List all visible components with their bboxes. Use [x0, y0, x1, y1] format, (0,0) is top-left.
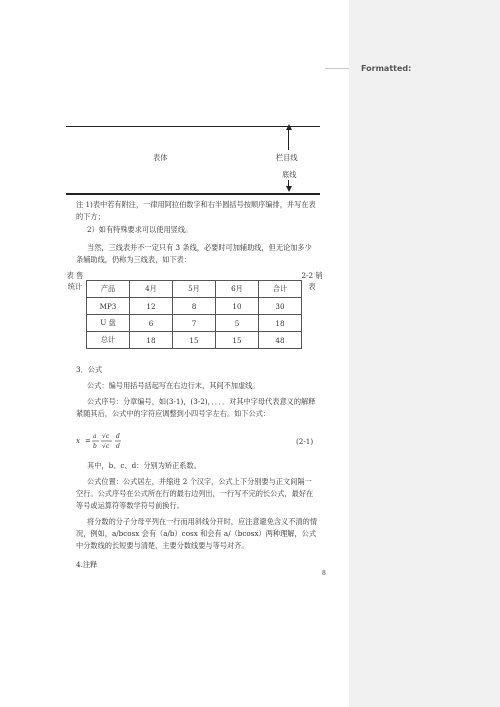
svg-text:√c: √c [102, 443, 110, 450]
header-cell: 4月 [130, 281, 173, 298]
arrow-down-icon [286, 186, 292, 192]
formula-number: (2-1) [296, 437, 314, 446]
comment-panel [349, 0, 500, 707]
bottom-rule [66, 193, 320, 195]
comment-connector-line [325, 68, 349, 69]
page-number: 8 [322, 570, 326, 577]
section-4-heading: 4.注释 [76, 560, 98, 569]
table-caption-left: 表 售统计 [66, 271, 84, 291]
table-row [87, 332, 302, 349]
table-cell: 8 [173, 298, 216, 315]
diagram-label-column-line: 栏目线 [276, 153, 298, 162]
table-header-row [87, 281, 302, 298]
table-cell: 12 [130, 298, 173, 315]
header-cell: 5月 [173, 281, 216, 298]
column-line-arrow-shaft [288, 128, 289, 150]
svg-text:d: d [116, 443, 120, 450]
arrow-up-icon [286, 124, 292, 130]
svg-text:d: d [116, 433, 120, 440]
table-cell: MP3 [87, 298, 130, 315]
paragraph-three-line: 当然，三线表并不一定只有 3 条线，必要时可加辅助线，但无论加多少条辅助线，仍称为三线表，如下表： [76, 243, 312, 264]
svg-text:b: b [93, 443, 97, 450]
svg-text:a: a [93, 433, 97, 440]
table-cell: 7 [173, 315, 216, 332]
formula-expression [76, 430, 136, 454]
svg-text:=: = [85, 437, 91, 445]
note-1: 注 1)表中若有附注，一律用阿拉伯数字和右半圆括号按顺序编排，并写在表的下方； [76, 200, 316, 221]
header-cell: 产品 [87, 281, 130, 298]
table-cell: 15 [173, 332, 216, 349]
table-cell: 6 [130, 315, 173, 332]
table-cell: 5 [216, 315, 259, 332]
formula-paragraph-2: 公式序号：分章编号，如(3-1)，(3-2)，．．．．对其中字母代表意义的解释紧随其后，公式中的字符应调整到小四号字左右。如下公式： [76, 397, 316, 418]
header-cell: 6月 [216, 281, 259, 298]
table-cell: 15 [216, 332, 259, 349]
table-cell: U 盘 [87, 315, 130, 332]
formula-paragraph-1: 公式：编号用括号括起写在右边行末，其间不加虚线。 [87, 381, 260, 390]
diagram-label-body: 表体 [153, 153, 168, 162]
top-rule [66, 126, 320, 127]
formula-paragraph-4: 公式位置：公式居左，并缩进 2 个汉字，公式上下分别要与正文间隔一空行。公式序号在公式所在行的最右边列出，一行写不完的长公式，最好在等号或运算符等数学符号前换行。 [76, 477, 314, 510]
note-2: 2）如有特殊要求可以使用竖线。 [87, 225, 193, 234]
formula-paragraph-5: 将分数的分子分母平列在一行而用斜线分开时，应注意避免含义不清的情况，例如，a/bcosx 会有（a/b）cosx 和会有 a/（bcosx）两种理解，公式中分数线的长短要与清楚，主要分数线要与等号对齐。 [76, 517, 318, 550]
table-caption-right: 2-2 销表 [301, 271, 323, 291]
formula-graphic [76, 430, 136, 454]
table-cell: 18 [259, 315, 302, 332]
table-row [87, 315, 302, 332]
table-cell: 10 [216, 298, 259, 315]
comment-panel-title: Formatted: [361, 64, 412, 73]
svg-text:√c: √c [102, 433, 110, 440]
table-cell: 48 [259, 332, 302, 349]
table-row [87, 298, 302, 315]
table-cell: 18 [130, 332, 173, 349]
svg-text:x: x [76, 437, 80, 445]
sales-table [86, 280, 302, 349]
section-3-heading: 3．公式 [76, 365, 103, 374]
diagram-label-bottom-line: 底线 [282, 170, 297, 179]
table-cell: 30 [259, 298, 302, 315]
header-cell: 合计 [259, 281, 302, 298]
formula-paragraph-3: 其中，b、c、d：分别为矫正系数。 [87, 461, 201, 470]
table-cell: 总计 [87, 332, 130, 349]
